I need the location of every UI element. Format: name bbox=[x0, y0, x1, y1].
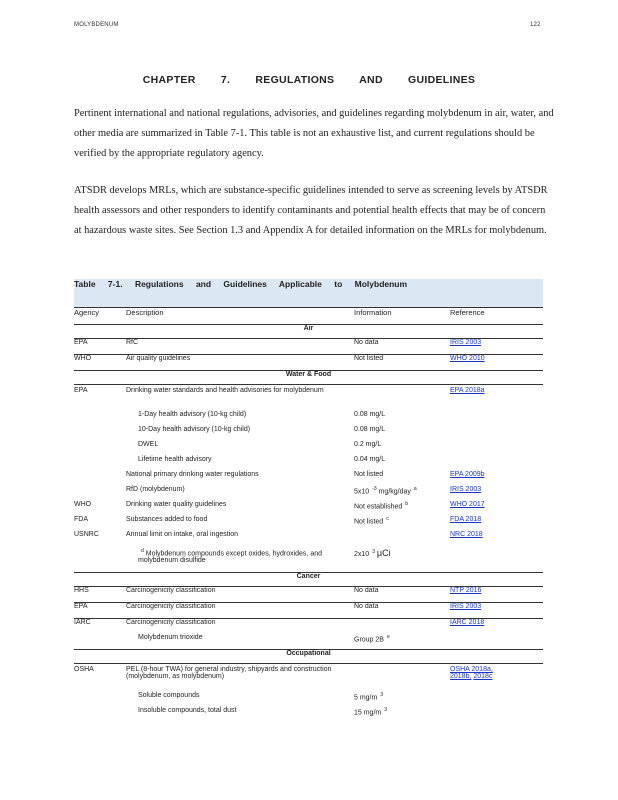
cell-agency: EPA bbox=[74, 339, 88, 346]
table-row bbox=[74, 546, 543, 573]
cell-information: Not listed bbox=[354, 355, 450, 371]
footnote-marker: a bbox=[413, 486, 417, 492]
cell-information: 0.04 mg/L bbox=[354, 456, 386, 463]
cell-description: Molybdenum trioxide bbox=[138, 634, 203, 641]
footnote-marker: d bbox=[141, 548, 144, 554]
cell-description: RfD (molybdenum) bbox=[126, 486, 185, 493]
table-row bbox=[74, 516, 543, 531]
cell-information bbox=[354, 516, 450, 531]
table-row bbox=[74, 355, 543, 371]
cell-information bbox=[354, 546, 450, 573]
cell-information bbox=[354, 664, 450, 693]
info-value: 5x10 bbox=[354, 488, 370, 496]
cell-information bbox=[354, 634, 450, 650]
intro-paragraph bbox=[74, 104, 554, 164]
cell-description: Air quality guidelines bbox=[126, 355, 354, 371]
reference-link[interactable]: 2018c bbox=[473, 673, 493, 680]
section-air bbox=[74, 325, 543, 339]
info-value: 2x10 bbox=[354, 551, 370, 558]
reference-link[interactable]: EPA 2018a bbox=[450, 387, 485, 394]
cell-description bbox=[126, 546, 354, 573]
cell-description: RfC bbox=[126, 339, 139, 346]
info-exponent: 3 bbox=[380, 692, 384, 698]
info-value: Group 2B bbox=[354, 636, 384, 644]
section-title: Occupational bbox=[74, 650, 543, 664]
table-row bbox=[74, 603, 543, 619]
cell-description: Substances added to food bbox=[126, 516, 208, 523]
cell-information: No data bbox=[354, 339, 379, 346]
reference-link[interactable]: IRIS 2003 bbox=[450, 486, 482, 493]
header-reference: Reference bbox=[450, 308, 543, 325]
table-row bbox=[74, 339, 543, 355]
cell-description: Carcinogenicity classification bbox=[126, 603, 354, 619]
cell-information: Not listed bbox=[354, 471, 384, 478]
footnote-marker: e bbox=[386, 634, 390, 640]
cell-information bbox=[354, 486, 450, 501]
table-row bbox=[74, 456, 543, 471]
footnote-marker: b bbox=[405, 501, 409, 507]
info-unit: mg/kg/day bbox=[378, 488, 411, 496]
reference-link[interactable]: IRIS 2003 bbox=[450, 603, 482, 610]
cell-description: Carcinogenicity classification bbox=[126, 619, 354, 635]
intro-text-after: . This table is not an exhaustive list, and current regulations should be verified by the appropriate regulatory agency. bbox=[74, 128, 535, 159]
mrl-text-before: ATSDR develops MRLs, which are substance-specific guidelines intended to serve as screening levels by ATSDR health assessors and other responders to identify contaminants and potential health effects that may be of concern at hazardous waste sites. See bbox=[74, 185, 548, 236]
cell-information bbox=[354, 531, 450, 546]
table-caption: Table 7-1. Regulations and Guidelines Applicable to Molybdenum bbox=[74, 279, 543, 308]
reference-link[interactable]: IRIS 2003 bbox=[450, 339, 482, 346]
cell-agency: FDA bbox=[74, 516, 88, 523]
cell-information: 0.2 mg/L bbox=[354, 441, 382, 448]
section-title: Air bbox=[74, 325, 543, 339]
cell-information: 0.08 mg/L bbox=[354, 411, 386, 418]
cell-information bbox=[354, 707, 450, 722]
cell-information: No data bbox=[354, 587, 379, 594]
table-row bbox=[74, 664, 543, 693]
table-row bbox=[74, 619, 543, 635]
section-title: Cancer bbox=[74, 573, 543, 587]
header-agency: Agency bbox=[74, 308, 126, 325]
section-1-3-link[interactable]: Section 1.3 bbox=[196, 225, 244, 236]
cell-information bbox=[354, 619, 450, 635]
cell-description: Soluble compounds bbox=[138, 692, 200, 699]
cell-agency: HHS bbox=[74, 587, 89, 594]
cell-information bbox=[354, 501, 450, 516]
description-text: Molybdenum compounds except oxides, hydroxides, and molybdenum disulfide bbox=[138, 550, 323, 565]
cell-agency: OSHA bbox=[74, 666, 94, 673]
running-header-title: MOLYBDENUM bbox=[74, 22, 119, 28]
reference-link[interactable]: WHO 2017 bbox=[450, 501, 485, 508]
cell-agency: IARC bbox=[74, 619, 126, 635]
cell-information bbox=[354, 385, 450, 412]
intro-text-before: Pertinent international and national regulations, advisories, and guidelines regarding molybdenum in air, water, and other media are summarized in bbox=[74, 108, 554, 139]
table-row bbox=[74, 486, 543, 501]
footnote-marker: c bbox=[386, 516, 389, 522]
mrl-paragraph bbox=[74, 181, 554, 241]
table-row bbox=[74, 385, 543, 412]
cell-description: Carcinogenicity classification bbox=[126, 587, 216, 594]
header-description: Description bbox=[126, 308, 354, 325]
cell-description: DWEL bbox=[138, 441, 159, 448]
mrl-text-middle: and bbox=[243, 225, 263, 236]
cell-description: Annual limit on intake, oral ingestion bbox=[126, 531, 239, 538]
cell-reference bbox=[450, 664, 543, 693]
table-row bbox=[74, 531, 543, 546]
cell-description: Drinking water standards and health advisories for molybdenum bbox=[126, 387, 324, 394]
reference-link[interactable]: NRC 2018 bbox=[450, 531, 483, 538]
info-value: 5 mg/m bbox=[354, 694, 378, 702]
table-row bbox=[74, 707, 543, 722]
cell-information bbox=[354, 692, 450, 707]
chapter-title: CHAPTER 7. REGULATIONS AND GUIDELINES bbox=[142, 74, 476, 86]
info-exponent: -3 bbox=[372, 486, 377, 492]
table-row bbox=[74, 411, 543, 426]
section-water-food bbox=[74, 371, 543, 385]
page-number: 122 bbox=[530, 22, 541, 28]
cell-agency: WHO bbox=[74, 355, 126, 371]
table-7-1-link[interactable]: Table 7-1 bbox=[205, 128, 245, 139]
info-value: Not listed bbox=[354, 518, 384, 526]
table-row bbox=[74, 692, 543, 707]
section-occupational bbox=[74, 650, 543, 664]
table-row bbox=[74, 441, 543, 456]
mrl-text-after: for detailed information on the MRLs for molybdenum. bbox=[312, 225, 547, 236]
table-row bbox=[74, 587, 543, 603]
cell-agency: EPA bbox=[74, 603, 126, 619]
reference-link[interactable]: WHO 2010 bbox=[450, 355, 485, 362]
cell-agency: WHO bbox=[74, 501, 92, 508]
appendix-a-link[interactable]: Appendix A bbox=[262, 225, 313, 236]
table-row bbox=[74, 426, 543, 441]
cell-information: 0.08 mg/L bbox=[354, 426, 386, 433]
table-row bbox=[74, 501, 543, 516]
cell-agency: EPA bbox=[74, 387, 88, 394]
cell-description: National primary drinking water regulations bbox=[126, 471, 259, 478]
reference-link[interactable]: NTP 2016 bbox=[450, 587, 482, 594]
table-caption-row bbox=[74, 279, 543, 308]
cell-description: PEL (8-hour TWA) for general industry, shipyards and construction (molybdenum, as molybdenum) bbox=[126, 666, 332, 680]
section-cancer bbox=[74, 573, 543, 587]
cell-description: Drinking water quality guidelines bbox=[126, 501, 227, 508]
cell-information: No data bbox=[354, 603, 450, 619]
regulations-table bbox=[74, 279, 543, 722]
reference-link[interactable]: IARC 2018 bbox=[450, 619, 485, 626]
info-value: 15 mg/m bbox=[354, 709, 382, 717]
info-exponent: 3 bbox=[384, 707, 388, 713]
header-information: Information bbox=[354, 308, 450, 325]
cell-description: 10-Day health advisory (10-kg child) bbox=[138, 426, 251, 433]
info-unit: μCi bbox=[376, 548, 391, 558]
info-value: Not established bbox=[354, 503, 403, 511]
reference-link[interactable]: FDA 2018 bbox=[450, 516, 482, 523]
cell-description: 1-Day health advisory (10-kg child) bbox=[138, 411, 247, 418]
reference-link[interactable]: OSHA 2018a, bbox=[450, 666, 493, 673]
cell-description: Lifetime health advisory bbox=[138, 456, 212, 463]
table-row bbox=[74, 634, 543, 650]
section-title: Water & Food bbox=[74, 371, 543, 385]
table-header-row bbox=[74, 308, 543, 325]
table-row bbox=[74, 471, 543, 486]
info-exponent: 3 bbox=[372, 548, 375, 555]
cell-description: Insoluble compounds, total dust bbox=[138, 707, 237, 714]
reference-link[interactable]: EPA 2009b bbox=[450, 471, 485, 478]
reference-link[interactable]: 2018b, bbox=[450, 673, 472, 680]
cell-agency: USNRC bbox=[74, 531, 99, 538]
